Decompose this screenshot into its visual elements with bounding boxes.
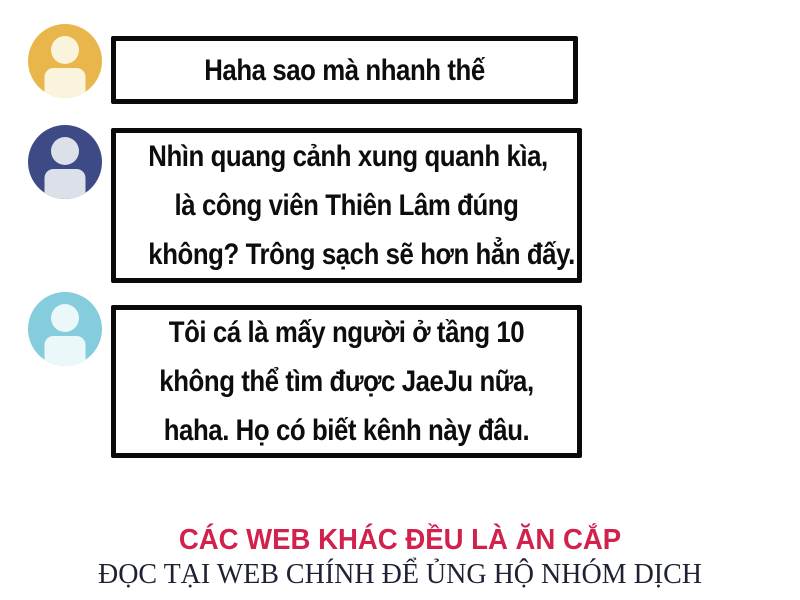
avatar-head-shape bbox=[51, 304, 79, 332]
avatar-torso-shape bbox=[45, 169, 86, 199]
person-avatar-icon bbox=[28, 125, 102, 199]
person-avatar-icon bbox=[28, 24, 102, 98]
bubble-text-line: không thể tìm được JaeJu nữa, bbox=[159, 365, 534, 398]
footer-note: ĐỌC TẠI WEB CHÍNH ĐỂ ỦNG HỘ NHÓM DỊCH bbox=[97, 559, 703, 590]
bubble-text-line: haha. Họ có biết kênh này đâu. bbox=[163, 414, 530, 447]
bubble-text-line: Nhìn quang cảnh xung quanh kìa, bbox=[148, 140, 548, 173]
bubble-text-line: Haha sao mà nhanh thế bbox=[204, 53, 485, 87]
bubble-text-line: Tôi cá là mấy người ở tầng 10 bbox=[168, 316, 525, 349]
avatar-torso-shape bbox=[45, 336, 86, 366]
speech-bubble bbox=[111, 36, 578, 104]
person-avatar-icon bbox=[28, 292, 102, 366]
footer-warning: CÁC WEB KHÁC ĐỀU LÀ ĂN CẮP bbox=[178, 524, 622, 556]
avatar-torso-shape bbox=[45, 68, 86, 98]
speech-bubble bbox=[111, 305, 582, 458]
bubble-text-line: là công viên Thiên Lâm đúng bbox=[174, 189, 519, 222]
speech-bubble bbox=[111, 128, 582, 283]
avatar-head-shape bbox=[51, 36, 79, 64]
avatar-head-shape bbox=[51, 137, 79, 165]
bubble-text-line: không? Trông sạch sẽ hơn hẳn đấy. bbox=[148, 238, 575, 271]
